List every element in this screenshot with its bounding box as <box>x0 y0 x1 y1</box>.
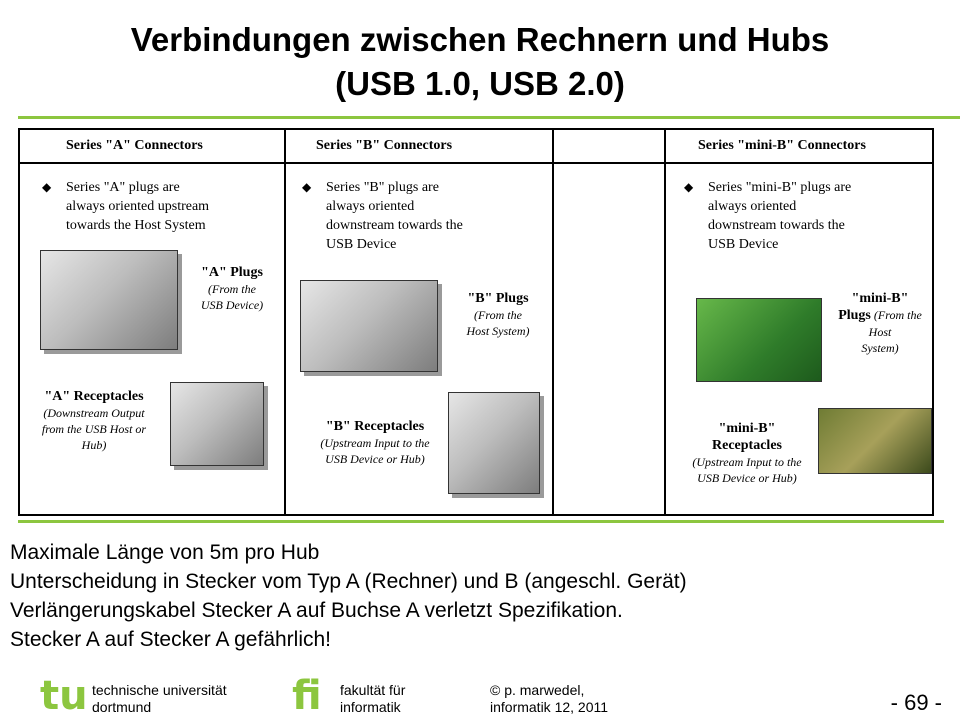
university-name <box>92 682 227 716</box>
a-receptacle-title: "A" Receptacles <box>44 389 144 404</box>
b-receptacle-title: "B" Receptacles <box>325 419 425 434</box>
author-line-1: © p. marwedel, <box>490 682 585 698</box>
a-plug-title: "A" Plugs <box>201 265 263 280</box>
b-plug-sub-1: (From the <box>474 308 522 322</box>
a-plug-sub-2: USB Device) <box>200 298 264 312</box>
figure-divider <box>18 520 944 523</box>
a-receptacle-sub-1: (Downstream Output <box>43 406 145 420</box>
minib-receptacle-photo <box>818 408 932 474</box>
blank-panel-header <box>554 130 664 164</box>
series-minib-bullet-line-3: downstream towards the <box>708 218 845 233</box>
series-b-panel <box>284 128 554 516</box>
slide-title <box>0 18 960 106</box>
series-b-bullet <box>302 178 463 254</box>
series-a-panel <box>18 128 286 516</box>
tu-logo-icon: tu <box>40 673 88 719</box>
fi-logo-icon: fi <box>292 673 322 719</box>
b-plug-sub-2: Host System) <box>466 324 530 338</box>
title-line-1: Verbindungen zwischen Rechnern und Hubs <box>130 21 830 58</box>
title-line-2: (USB 1.0, USB 2.0) <box>335 65 625 102</box>
series-b-bullet-line-1: Series "B" plugs are <box>326 180 439 195</box>
series-minib-bullet-line-1: Series "mini-B" plugs are <box>708 180 852 195</box>
bullet-item: Verlängerungskabel Stecker A auf Buchse A verletzt Spezifikation. <box>10 599 623 622</box>
series-b-bullet-line-4: USB Device <box>326 237 397 252</box>
minib-plug-title-1: "mini-B" <box>851 291 909 306</box>
series-a-bullet-line-3: towards the Host System <box>66 218 206 233</box>
minib-plug-caption <box>832 290 928 356</box>
series-minib-bullet <box>684 178 852 254</box>
a-receptacle-photo <box>170 382 264 466</box>
diamond-bullet-icon: ◆ <box>302 180 312 194</box>
a-receptacle-caption <box>26 388 162 453</box>
series-b-bullet-line-2: always oriented <box>326 199 415 214</box>
series-minib-header: Series "mini-B" Connectors <box>666 130 932 164</box>
faculty-name <box>340 682 405 716</box>
author-line-2: informatik 12, 2011 <box>490 699 609 715</box>
minib-plug-title-2: Plugs <box>838 308 871 323</box>
series-minib-bullet-line-2: always oriented <box>708 199 797 214</box>
b-receptacle-caption <box>300 418 450 467</box>
a-receptacle-sub-2: from the USB Host or <box>41 422 147 436</box>
bullet-item: Unterscheidung in Stecker vom Typ A (Rechner) und B (angeschl. Gerät) <box>10 570 687 593</box>
series-a-bullet-line-2: always oriented upstream <box>66 199 210 214</box>
b-plug-caption <box>446 290 550 339</box>
b-receptacle-sub-1: (Upstream Input to the <box>320 436 430 450</box>
bullet-list <box>10 538 950 654</box>
university-line-2: dortmund <box>92 699 152 715</box>
series-b-header: Series "B" Connectors <box>286 130 552 164</box>
minib-receptacle-sub-2: USB Device or Hub) <box>697 471 797 485</box>
bullet-item: Maximale Länge von 5m pro Hub <box>10 541 320 564</box>
page-number: - 69 - <box>890 690 942 715</box>
author-credit <box>490 682 608 716</box>
faculty-line-2: informatik <box>340 699 401 715</box>
diamond-bullet-icon: ◆ <box>42 180 52 194</box>
minib-receptacle-title-1: "mini-B" <box>718 421 776 436</box>
usb-connectors-figure <box>18 128 940 518</box>
b-plug-photo <box>300 280 438 372</box>
bullet-item: Stecker A auf Stecker A gefährlich! <box>10 628 332 651</box>
minib-plug-sub-2: Host <box>868 325 892 339</box>
a-receptacle-sub-3: Hub) <box>81 438 107 452</box>
minib-receptacle-sub-1: (Upstream Input to the <box>692 455 802 469</box>
a-plug-sub-1: (From the <box>208 282 256 296</box>
series-minib-panel <box>664 128 934 516</box>
b-plug-title: "B" Plugs <box>467 291 529 306</box>
minib-plug-sub-1: (From the <box>873 308 922 322</box>
faculty-line-1: fakultät für <box>340 682 406 698</box>
slide-footer <box>0 672 960 720</box>
b-receptacle-photo <box>448 392 540 494</box>
series-a-bullet-line-1: Series "A" plugs are <box>66 180 180 195</box>
a-plug-caption <box>182 264 282 313</box>
minib-plug-sub-3: System) <box>861 341 899 355</box>
series-minib-bullet-line-4: USB Device <box>708 237 779 252</box>
blank-panel <box>554 128 666 516</box>
series-a-header: Series "A" Connectors <box>20 130 284 164</box>
series-b-bullet-line-3: downstream towards the <box>326 218 463 233</box>
minib-plug-photo <box>696 298 822 382</box>
minib-receptacle-title-2: Receptacles <box>712 438 782 453</box>
university-line-1: technische universität <box>92 682 227 698</box>
title-divider <box>18 116 960 119</box>
series-a-bullet <box>42 178 210 235</box>
a-plug-photo <box>40 250 178 350</box>
b-receptacle-sub-2: USB Device or Hub) <box>325 452 425 466</box>
minib-receptacle-caption <box>672 420 822 486</box>
diamond-bullet-icon: ◆ <box>684 180 694 194</box>
